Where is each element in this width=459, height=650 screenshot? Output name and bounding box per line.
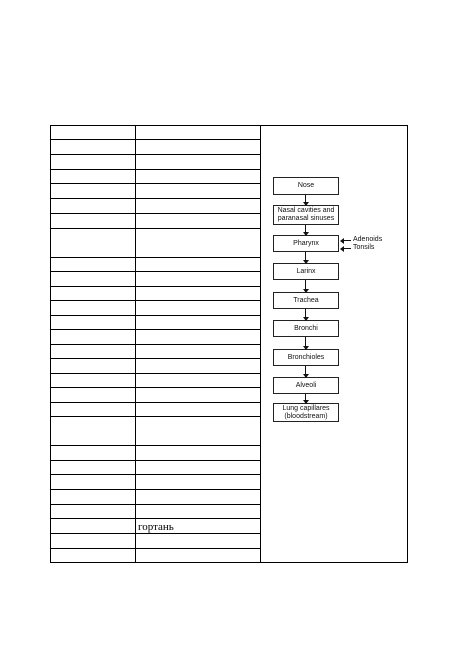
table-row-divider <box>50 387 260 388</box>
flow-step-larynx: Larinx <box>273 263 339 280</box>
table-row-divider <box>50 358 260 359</box>
table-row-divider <box>50 315 260 316</box>
tonsils-label: Tonsils <box>353 244 375 251</box>
table-row-divider <box>50 271 260 272</box>
table-row-divider <box>50 183 260 184</box>
table-row-divider <box>50 139 260 140</box>
flow-step-bronchioles: Bronchioles <box>273 349 339 366</box>
flow-step-trachea: Trachea <box>273 292 339 309</box>
flow-arrow <box>305 337 306 349</box>
flow-step-lung-capillaries: Lung capillares (bloodstream) <box>273 403 339 422</box>
table-row-divider <box>50 416 260 417</box>
flow-step-nose: Nose <box>273 177 339 195</box>
table-row-divider <box>50 373 260 374</box>
table-row-divider <box>50 402 260 403</box>
table-row-divider <box>50 198 260 199</box>
table-row-divider <box>50 154 260 155</box>
flow-arrow <box>305 195 306 205</box>
flow-arrow <box>305 394 306 403</box>
flow-step-alveoli: Alveoli <box>273 377 339 394</box>
table-row-divider <box>50 169 260 170</box>
table-row-divider <box>50 228 260 229</box>
flow-arrow <box>305 225 306 235</box>
table-row-divider <box>50 329 260 330</box>
table-row-divider <box>50 548 260 549</box>
table-row-divider <box>50 257 260 258</box>
table-row-divider <box>50 213 260 214</box>
flow-step-nasal-cavities: Nasal cavities and paranasal sinuses <box>273 205 339 225</box>
flow-arrow <box>305 309 306 320</box>
table-row-divider <box>50 344 260 345</box>
adenoids-arrow <box>343 240 351 241</box>
table-row-divider <box>50 533 260 534</box>
table-row-divider <box>50 518 260 519</box>
table-row-divider <box>50 300 260 301</box>
flow-step-bronchi: Bronchi <box>273 320 339 337</box>
table-row-divider <box>50 286 260 287</box>
flow-arrow <box>305 280 306 292</box>
table-row-divider <box>50 474 260 475</box>
flow-step-pharynx: Pharynx <box>273 235 339 252</box>
table-row-divider <box>50 489 260 490</box>
table-cell-larynx-ru: гортань <box>138 521 174 533</box>
flow-arrow <box>305 366 306 377</box>
flow-arrow <box>305 252 306 263</box>
adenoids-label: Adenoids <box>353 236 383 243</box>
table-row-divider <box>50 445 260 446</box>
tonsils-arrow <box>343 248 351 249</box>
table-row-divider <box>50 504 260 505</box>
table-row-divider <box>50 460 260 461</box>
